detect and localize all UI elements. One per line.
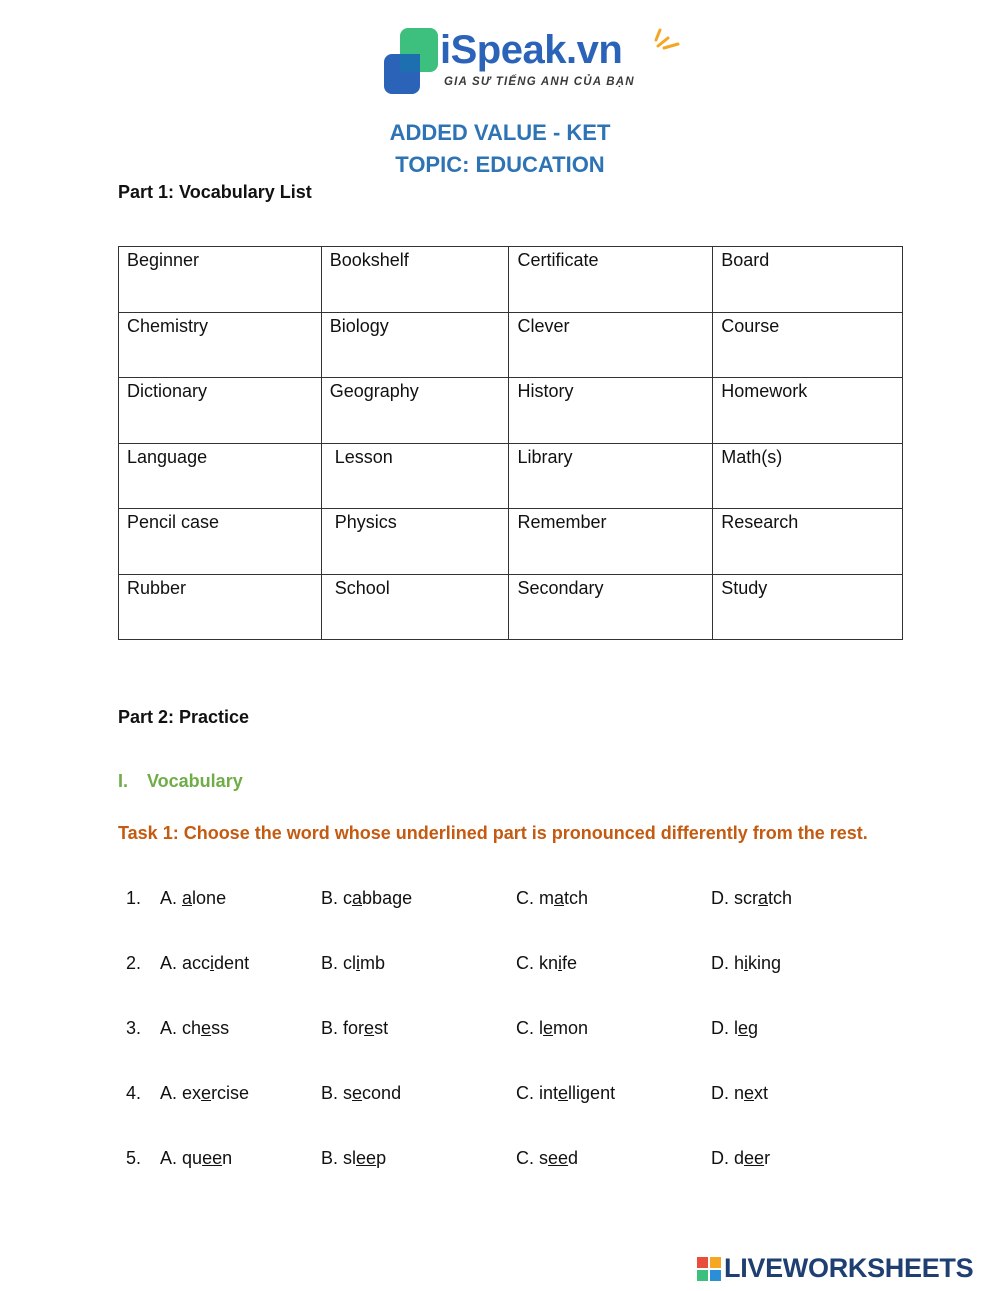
vocab-cell: Biology bbox=[321, 312, 509, 378]
vocab-cell: Physics bbox=[321, 509, 509, 575]
vocab-cell: Beginner bbox=[119, 247, 322, 313]
vocab-cell: Clever bbox=[509, 312, 713, 378]
spark-icon bbox=[654, 28, 682, 50]
question-row bbox=[0, 888, 1000, 914]
option-a[interactable]: A. chess bbox=[160, 1018, 230, 1038]
document-title: ADDED VALUE - KET bbox=[389, 120, 611, 145]
vocab-cell: Research bbox=[713, 509, 903, 575]
document-topic: TOPIC: EDUCATION bbox=[395, 152, 605, 177]
logo-tagline: GIA SƯ TIẾNG ANH CỦA BẠN bbox=[444, 76, 635, 88]
vocab-cell: Homework bbox=[713, 378, 903, 444]
question-number: 5. bbox=[126, 1148, 142, 1168]
vocab-cell: Rubber bbox=[119, 574, 322, 640]
subheading-number: I. bbox=[118, 771, 129, 791]
table-row bbox=[119, 574, 903, 640]
question-number: 1. bbox=[126, 888, 142, 908]
option-d[interactable]: D. deer bbox=[711, 1148, 771, 1168]
liveworksheets-logo bbox=[697, 1255, 997, 1285]
vocab-cell: Chemistry bbox=[119, 312, 322, 378]
vocab-cell: Pencil case bbox=[119, 509, 322, 575]
option-c[interactable]: C. seed bbox=[516, 1148, 579, 1168]
vocabulary-subheading bbox=[118, 771, 243, 792]
vocab-cell: Math(s) bbox=[713, 443, 903, 509]
vocab-cell: Certificate bbox=[509, 247, 713, 313]
option-b[interactable]: B. cabbage bbox=[321, 888, 413, 908]
option-c[interactable]: C. intelligent bbox=[516, 1083, 616, 1103]
task1-instruction: Task 1: Choose the word whose underlined part is pronounced differently from the rest. bbox=[118, 823, 868, 843]
option-d[interactable]: D. hiking bbox=[711, 953, 782, 973]
option-d[interactable]: D. next bbox=[711, 1083, 769, 1103]
vocab-cell: History bbox=[509, 378, 713, 444]
vocab-cell: Bookshelf bbox=[321, 247, 509, 313]
vocab-cell: Dictionary bbox=[119, 378, 322, 444]
vocab-cell: Remember bbox=[509, 509, 713, 575]
ispeak-logo bbox=[384, 26, 684, 96]
logo-brand-name: iSpeak.vn bbox=[440, 28, 623, 72]
vocab-cell: School bbox=[321, 574, 509, 640]
vocab-cell: Study bbox=[713, 574, 903, 640]
part2-heading: Part 2: Practice bbox=[118, 707, 250, 727]
ispeak-logo-mark-icon bbox=[384, 28, 444, 94]
option-d[interactable]: D. leg bbox=[711, 1018, 759, 1038]
option-a[interactable]: A. exercise bbox=[160, 1083, 250, 1103]
liveworksheets-brand: LIVEWORKSHEETS bbox=[724, 1253, 974, 1283]
question-number: 3. bbox=[126, 1018, 142, 1038]
table-row bbox=[119, 509, 903, 575]
option-c[interactable]: C. match bbox=[516, 888, 589, 908]
option-b[interactable]: B. second bbox=[321, 1083, 402, 1103]
vocabulary-table bbox=[118, 246, 903, 640]
question-number: 2. bbox=[126, 953, 142, 973]
question-row bbox=[0, 1018, 1000, 1044]
vocab-cell: Board bbox=[713, 247, 903, 313]
option-d[interactable]: D. scratch bbox=[711, 888, 793, 908]
option-b[interactable]: B. climb bbox=[321, 953, 386, 973]
option-a[interactable]: A. alone bbox=[160, 888, 227, 908]
option-b[interactable]: B. sleep bbox=[321, 1148, 387, 1168]
vocab-cell: Lesson bbox=[321, 443, 509, 509]
option-c[interactable]: C. lemon bbox=[516, 1018, 589, 1038]
option-a[interactable]: A. queen bbox=[160, 1148, 233, 1168]
vocab-cell: Secondary bbox=[509, 574, 713, 640]
question-number: 4. bbox=[126, 1083, 142, 1103]
table-row bbox=[119, 378, 903, 444]
vocab-cell: Course bbox=[713, 312, 903, 378]
vocab-cell: Language bbox=[119, 443, 322, 509]
question-row bbox=[0, 1148, 1000, 1174]
table-row bbox=[119, 247, 903, 313]
option-b[interactable]: B. forest bbox=[321, 1018, 389, 1038]
subheading-label: Vocabulary bbox=[147, 771, 243, 791]
table-row bbox=[119, 312, 903, 378]
vocab-cell: Geography bbox=[321, 378, 509, 444]
liveworksheets-blocks-icon bbox=[697, 1257, 721, 1281]
vocab-cell: Library bbox=[509, 443, 713, 509]
option-c[interactable]: C. knife bbox=[516, 953, 578, 973]
question-row bbox=[0, 953, 1000, 979]
table-row bbox=[119, 443, 903, 509]
part1-heading: Part 1: Vocabulary List bbox=[118, 182, 312, 202]
option-a[interactable]: A. accident bbox=[160, 953, 250, 973]
question-row bbox=[0, 1083, 1000, 1109]
